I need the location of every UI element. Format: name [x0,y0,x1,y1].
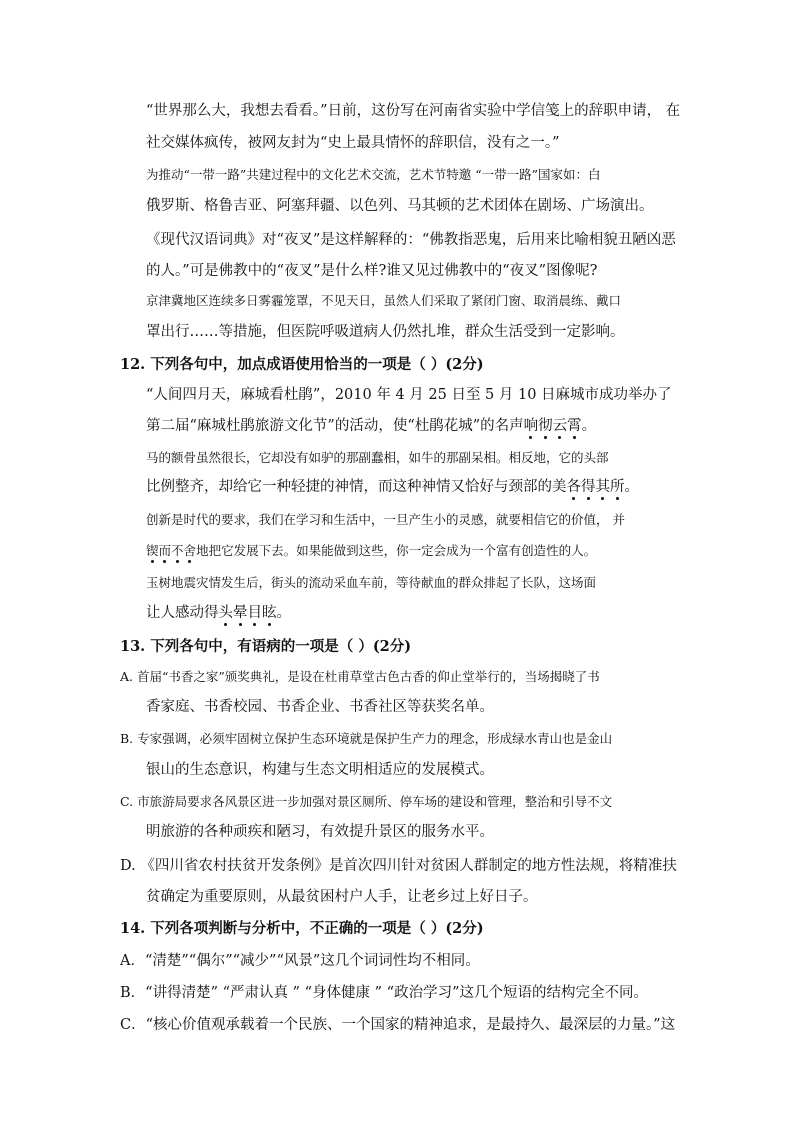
option-a-line1: “人间四月天，麻城看杜鹃”，2010 年 4 月 25 日至 5 月 10 日麻城市成功举办了 [146,387,672,403]
option-a-line2 [146,415,596,437]
option-b-line1: 马的额骨虽然很长，它却没有如驴的那副蠢相，如牛的那副呆相。相反地，它的头部 [146,450,609,465]
text-segment: 比例整齐，却给它一种轻捷的神情，而这种神情又恰好与颈部的美 [146,479,567,495]
option-a: A．“清楚”“偶尔”“减少”“风景”这几个词词性均不相同。 [120,953,480,969]
text-line: 社交媒体疯传，被网友封为“史上最具情怀的辞职信，没有之一。” [146,135,560,151]
text-line: 的人。”可是佛教中的“夜叉”是什么样?谁又见过佛教中的“夜叉”图像呢? [146,263,598,279]
dotted-idiom [219,602,277,624]
dotted-character: 晕 [233,605,248,621]
dotted-character: 得 [581,479,596,495]
dotted-character: 云 [552,418,568,434]
text-segment: 地把它发展下去。如果能做到这些，你一定会成为一个富有创造性的人。 [196,543,597,558]
text-line: 京津冀地区连续多日雾霾笼罩，不见天日，虽然人们采取了紧闭门窗、取消晨练、戴口 [146,293,622,308]
option-c-line1: C. 市旅游局要求各风景区进一步加强对景区厕所、停车场的建设和管理，整治和引导不文 [120,794,613,809]
dotted-character: 锲 [146,543,159,558]
dotted-idiom [567,476,625,498]
option-d-line2 [146,602,291,624]
option-b: B．“讲得清楚” “严肃认真 ” “身体健康 ” “政治学习”这几个短语的结构完全不同。 [120,985,649,1001]
text-segment: 第二届“麻城杜鹃旅游文化节”的活动，使“杜鹃花城”的名声 [146,418,524,434]
dotted-character: 目 [247,605,262,621]
option-a-line1: A. 首届“书香之家”颁奖典礼，是设在杜甫草堂古色古香的仰止堂举行的，当场揭晓了书 [120,669,600,684]
option-c-line1: 创新是时代的要求，我们在学习和生活中，一旦产生小的灵感，就要相信它的价值， 并 [146,512,625,527]
option-d-line1: 玉树地震灾情发生后，街头的流动采血车前，等待献血的群众排起了长队，这场面 [146,575,597,590]
dotted-character: 各 [566,479,581,495]
option-d-line1: D. 《四川省农村扶贫开发条例》是首次四川针对贫困人群制定的地方性法规，将精准扶 [120,858,677,874]
text-line: 为推动“一带一路”共建过程中的文化艺术交流，艺术节特邀 “一带一路”国家如：白 [146,167,601,182]
option-b-line2: 银山的生态意识，构建与生态文明相适应的发展模式。 [146,762,494,778]
dotted-idiom [146,540,196,562]
dotted-character: 眩 [262,605,277,621]
option-b-line2 [146,476,639,498]
dotted-character: 其 [595,479,610,495]
dotted-character: 而 [158,543,172,558]
dotted-character: 不 [171,543,184,558]
dotted-character: 霄 [567,418,582,434]
dotted-character: 头 [218,605,233,621]
option-b-line1: B. 专家强调，必须牢固树立保护生态环境就是保护生产力的理念，形成绿水青山也是金山 [120,731,613,746]
text-segment: 让人感动得 [146,605,219,621]
option-c: C．“核心价值观承载着一个民族、一个国家的精神追求，是最持久、最深层的力量。”这 [120,1017,676,1033]
text-line: 俄罗斯、格鲁吉亚、阿塞拜疆、以色列、马其顿的艺术团体在剧场、广场演出。 [146,198,654,214]
option-c-line2 [146,540,596,562]
dotted-character: 舍 [183,543,197,558]
text-segment: 。 [581,418,597,434]
option-a-line2: 香家庭、书香校园、书香企业、书香社区等获奖名单。 [146,699,494,715]
dotted-idiom [524,415,582,437]
text-segment: 。 [624,479,639,495]
question-14-heading: 14. 下列各项判断与分析中，不正确的一项是（ ）(2分) [120,920,484,937]
dotted-character: 所 [610,479,625,495]
question-12-heading: 12. 下列各句中，加点成语使用恰当的一项是（ ）(2分) [120,356,484,373]
text-line: 《现代汉语词典》对“夜叉”是这样解释的：“佛教指恶鬼，后用来比喻相貌丑陋凶恶 [146,232,676,248]
text-line: “世界那么大，我想去看看。”日前，这份写在河南省实验中学信笺上的辞职申请， 在 [146,103,681,119]
text-segment: 。 [276,605,291,621]
dotted-character: 彻 [538,418,553,434]
text-line: 罩出行……等措施，但医院呼吸道病人仍然扎堆，群众生活受到一定影响。 [146,324,625,340]
option-d-line2: 贫确定为重要原则，从最贫困村户人手，让老乡过上好日子。 [146,889,538,905]
option-c-line2: 明旅游的各种顽疾和陋习，有效提升景区的服务水平。 [146,824,494,840]
dotted-character: 响 [523,418,539,434]
question-13-heading: 13. 下列各句中，有语病的一项是（ ）(2分) [120,638,412,655]
